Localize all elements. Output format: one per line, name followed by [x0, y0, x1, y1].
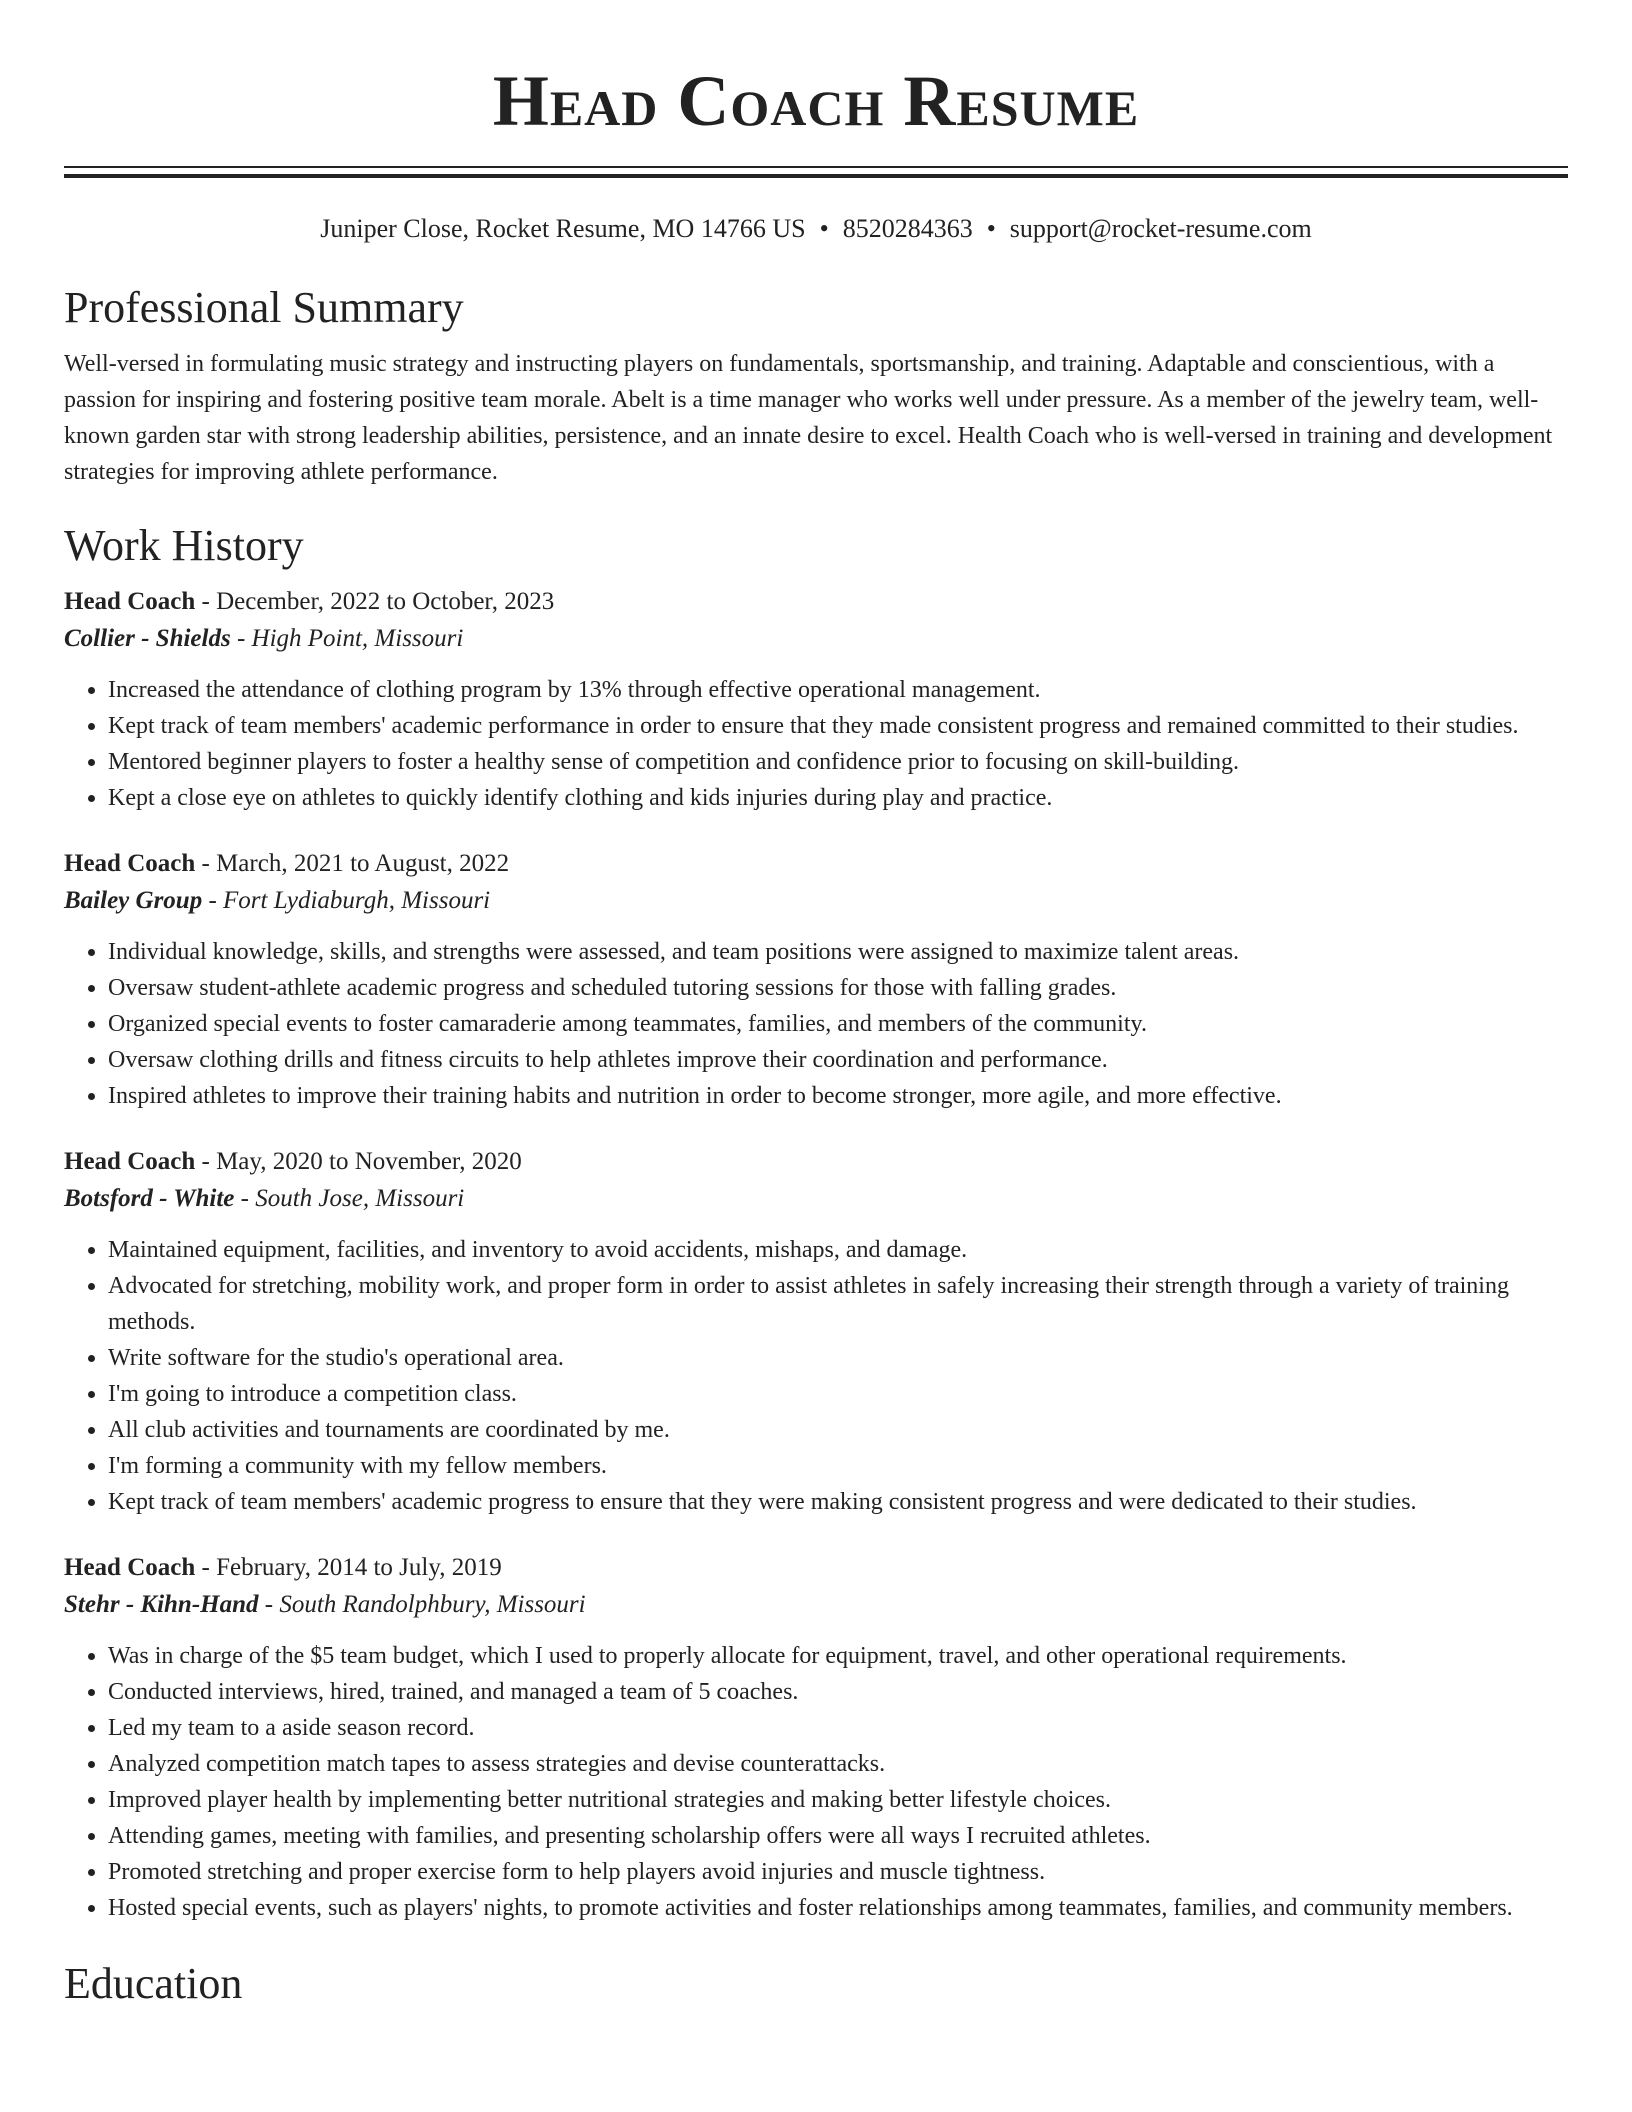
job-bullet: • All club activities and tournaments are coordinated by me.	[108, 1412, 1568, 1448]
job-bullet: • Mentored beginner players to foster a healthy sense of competition and confidence prior to focusing on skill-building.	[108, 744, 1568, 780]
job-bullet: • Oversaw clothing drills and fitness circuits to help athletes improve their coordination and performance.	[108, 1042, 1568, 1078]
job-employer	[64, 1586, 1568, 1624]
job-location: - South Randolphbury, Missouri	[258, 1591, 586, 1618]
job-bullet: • Conducted interviews, hired, trained, and managed a team of 5 coaches.	[108, 1674, 1568, 1710]
contact-address: Juniper Close, Rocket Resume, MO 14766 US	[320, 214, 806, 243]
job-company: Botsford - White	[64, 1185, 235, 1212]
job-company: Bailey Group	[64, 887, 203, 914]
education-heading: Education	[64, 1959, 243, 2008]
title-divider-thick	[64, 174, 1568, 178]
job-bullet: • Maintained equipment, facilities, and inventory to avoid accidents, mishaps, and damage.	[108, 1232, 1568, 1268]
contact-email: support@rocket-resume.com	[1009, 214, 1312, 243]
summary-text: Well-versed in formulating music strategy and instructing players on fundamentals, sportsmanship, and training. Adaptable and conscientious, with a passion for inspiring and fostering positive team morale. Abelt is a time manager who works well under pressure. As a member of the jewelry team, well-known garden star with strong leadership abilities, persistence, and an innate desire to excel. Health Coach who is well-versed in training and development strategies for improving athlete performance.	[64, 351, 1553, 485]
resume-title: Head Coach Resume	[492, 61, 1140, 141]
job-dates: - February, 2014 to July, 2019	[195, 1554, 502, 1581]
job-bullet: • Oversaw student-athlete academic progress and scheduled tutoring sessions for those with falling grades.	[108, 970, 1568, 1006]
work-history-heading: Work History	[64, 521, 304, 570]
contact-phone: 8520284363	[842, 214, 973, 243]
job-title: Head Coach	[64, 588, 196, 615]
job-header	[64, 1550, 1568, 1586]
job-bullet: • Advocated for stretching, mobility work, and proper form in order to assist athletes in safely increasing their strength through a variety of training methods.	[108, 1268, 1568, 1340]
contact-separator: •	[986, 214, 996, 243]
job-bullet: • Kept track of team members' academic performance in order to ensure that they made consistent progress and remained committed to their studies.	[108, 708, 1568, 744]
job-header	[64, 846, 1568, 882]
job-location: - High Point, Missouri	[230, 625, 464, 652]
job-bullet: • Was in charge of the $5 team budget, which I used to properly allocate for equipment, travel, and other operational requirements.	[108, 1638, 1568, 1674]
job-bullet: • Inspired athletes to improve their training habits and nutrition in order to become stronger, more agile, and more effective.	[108, 1078, 1568, 1114]
job-bullet: • Kept track of team members' academic progress to ensure that they were making consistent progress and were dedicated to their studies.	[108, 1484, 1568, 1520]
job-location: - Fort Lydiaburgh, Missouri	[202, 887, 491, 914]
job-bullet: • Improved player health by implementing better nutritional strategies and making better lifestyle choices.	[108, 1782, 1568, 1818]
job-header	[64, 1144, 1568, 1180]
job-company: Collier - Shields	[64, 625, 231, 652]
job-bullets	[64, 1232, 1568, 1520]
job-entry	[64, 1550, 1568, 1926]
job-title: Head Coach	[64, 1148, 196, 1175]
job-bullet: • Individual knowledge, skills, and strengths were assessed, and team positions were assigned to maximize talent areas.	[108, 934, 1568, 970]
contact-separator: •	[819, 214, 829, 243]
job-bullet: • Led my team to a aside season record.	[108, 1710, 1568, 1746]
job-entry	[64, 1144, 1568, 1520]
job-header	[64, 584, 1568, 620]
job-dates: - May, 2020 to November, 2020	[195, 1148, 522, 1175]
job-dates: - March, 2021 to August, 2022	[195, 850, 510, 877]
contact-line	[64, 212, 1568, 246]
job-bullets	[64, 934, 1568, 1114]
job-bullet: • Promoted stretching and proper exercise form to help players avoid injuries and muscle tightness.	[108, 1854, 1568, 1890]
job-bullets	[64, 1638, 1568, 1926]
job-title: Head Coach	[64, 1554, 196, 1581]
job-dates: - December, 2022 to October, 2023	[195, 588, 555, 615]
title-divider-thin	[64, 166, 1568, 168]
summary-heading: Professional Summary	[64, 283, 464, 332]
job-bullet: • Increased the attendance of clothing program by 13% through effective operational management.	[108, 672, 1568, 708]
job-bullet: • Write software for the studio's operational area.	[108, 1340, 1568, 1376]
job-entry	[64, 584, 1568, 816]
job-employer	[64, 1180, 1568, 1218]
job-bullet: • Organized special events to foster camaraderie among teammates, families, and members of the community.	[108, 1006, 1568, 1042]
job-bullet: • Kept a close eye on athletes to quickly identify clothing and kids injuries during play and practice.	[108, 780, 1568, 816]
job-entry	[64, 846, 1568, 1114]
job-employer	[64, 620, 1568, 658]
job-bullet: • Analyzed competition match tapes to assess strategies and devise counterattacks.	[108, 1746, 1568, 1782]
job-employer	[64, 882, 1568, 920]
job-bullet: • I'm going to introduce a competition class.	[108, 1376, 1568, 1412]
job-bullet: • I'm forming a community with my fellow members.	[108, 1448, 1568, 1484]
job-title: Head Coach	[64, 850, 196, 877]
job-bullet: • Hosted special events, such as players' nights, to promote activities and foster relationships among teammates, families, and community members.	[108, 1890, 1568, 1926]
job-company: Stehr - Kihn-Hand	[64, 1591, 259, 1618]
job-location: - South Jose, Missouri	[234, 1185, 465, 1212]
job-bullet: • Attending games, meeting with families, and presenting scholarship offers were all ways I recruited athletes.	[108, 1818, 1568, 1854]
job-bullets	[64, 672, 1568, 816]
